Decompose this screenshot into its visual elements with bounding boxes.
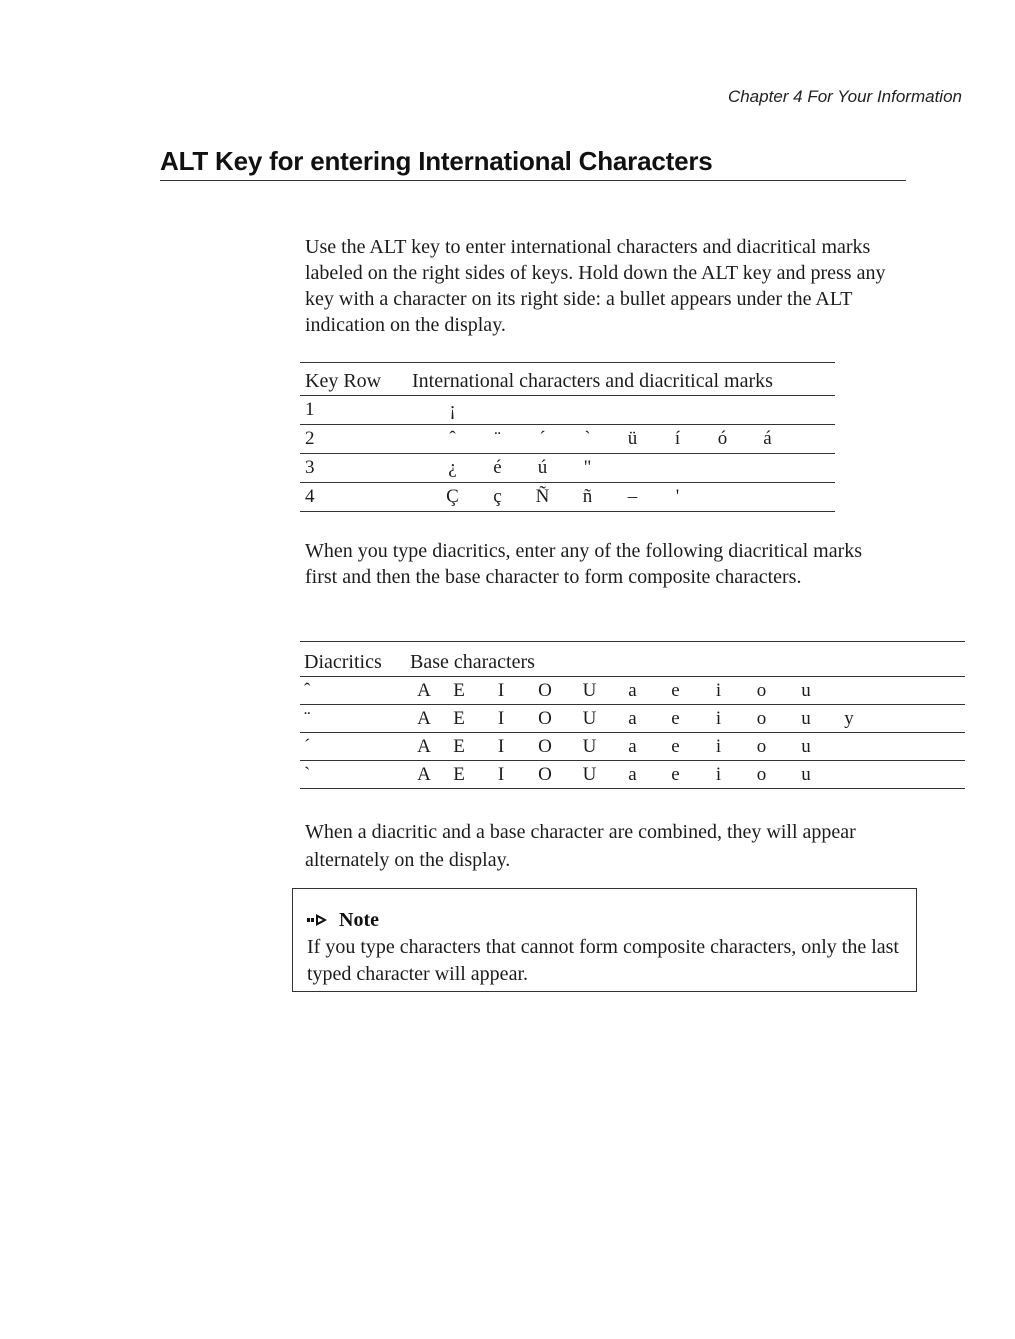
char-cell: Ç [430,483,475,512]
key-row-header: Key Row [300,363,412,396]
table-row [300,761,965,789]
running-head: Chapter 4 For Your Information [727,87,962,106]
base-char-cell: U [568,705,611,733]
char-cell [565,396,610,425]
char-cell [745,454,790,483]
base-char-cell: A [410,733,438,761]
base-char-cell: a [611,705,654,733]
char-cell: ¨ [475,425,520,454]
base-char-cell: A [410,677,438,705]
base-char-cell: e [654,761,697,789]
base-char-cell: E [438,705,480,733]
base-char-cell: O [522,677,568,705]
arrow-right-icon [307,913,329,927]
base-char-cell: i [697,705,740,733]
note-box [292,888,917,992]
diacritic-mark: ¨ [300,705,410,733]
char-cell: ó [700,425,745,454]
diacritic-mark: ` [300,761,410,789]
table-row [300,483,835,512]
char-cell [610,454,655,483]
note-body: If you type characters that cannot form composite characters, only the last typed character will appear. [307,936,899,985]
base-char-cell: o [740,705,783,733]
base-char-cell: I [480,761,522,789]
base-char-cell: a [611,733,654,761]
combined-paragraph: When a diacritic and a base character are combined, they will appear alternately on the display. [305,821,856,871]
alt-table-header-row [300,363,835,396]
base-char-cell: y [829,705,869,733]
table-row [300,454,835,483]
base-char-cell: O [522,733,568,761]
base-char-cell: e [654,677,697,705]
base-char-cell: o [740,733,783,761]
base-char-cell: I [480,705,522,733]
char-cell [745,396,790,425]
char-cell: ç [475,483,520,512]
char-cell: á [745,425,790,454]
char-cell: Ñ [520,483,565,512]
base-char-cell: A [410,761,438,789]
diacritic-mark: ´ [300,733,410,761]
char-cell: ú [520,454,565,483]
table-row [300,733,965,761]
key-row-number: 2 [300,425,412,454]
base-char-cell [829,733,869,761]
intro-paragraph: Use the ALT key to enter international characters and diacritical marks labeled on the right sides of keys. Hold down the ALT key and press any key with a character on its right side: a bullet appears under the ALT indication on the display. [305,236,886,336]
note-title: Note [339,909,379,931]
char-cell: ¿ [430,454,475,483]
table-row [300,396,835,425]
char-cell: í [655,425,700,454]
diacritics-table [300,641,965,789]
char-cell [475,396,520,425]
base-char-cell: u [783,677,829,705]
table-row [300,705,965,733]
base-char-cell: e [654,705,697,733]
base-char-cell: o [740,761,783,789]
base-char-cell [829,677,869,705]
base-char-cell [829,761,869,789]
diacritics-table-header-row [300,642,965,677]
base-characters-header: Base characters [410,642,965,677]
base-char-cell: U [568,761,611,789]
key-row-number: 4 [300,483,412,512]
note-heading [307,908,902,932]
key-row-number: 1 [300,396,412,425]
char-cell [610,396,655,425]
base-char-cell: O [522,705,568,733]
base-char-cell: i [697,733,740,761]
char-cell: ˆ [430,425,475,454]
diacritics-paragraph: When you type diacritics, enter any of the following diacritical marks first and then the base character to form composite characters. [305,540,863,588]
diacritics-header: Diacritics [300,642,410,677]
intl-chars-header: International characters and diacritical marks [412,363,835,396]
base-char-cell: O [522,761,568,789]
char-cell [745,483,790,512]
base-char-cell: u [783,733,829,761]
diacritic-mark: ˆ [300,677,410,705]
base-char-cell: i [697,677,740,705]
base-char-cell: U [568,677,611,705]
char-cell: é [475,454,520,483]
key-row-number: 3 [300,454,412,483]
char-cell [700,483,745,512]
char-cell [655,454,700,483]
char-cell: ´ [520,425,565,454]
char-cell [700,396,745,425]
char-cell: ü [610,425,655,454]
char-cell: ' [655,483,700,512]
char-cell: – [610,483,655,512]
base-char-cell: e [654,733,697,761]
section-title: ALT Key for entering International Characters [160,146,906,181]
char-cell: ¡ [430,396,475,425]
base-char-cell: o [740,677,783,705]
char-cell: " [565,454,610,483]
base-char-cell: E [438,733,480,761]
char-cell: ñ [565,483,610,512]
table-row [300,425,835,454]
base-char-cell: i [697,761,740,789]
base-char-cell: u [783,705,829,733]
char-cell [520,396,565,425]
char-cell [700,454,745,483]
base-char-cell: E [438,761,480,789]
table-row [300,677,965,705]
base-char-cell: U [568,733,611,761]
base-char-cell: I [480,733,522,761]
base-char-cell: E [438,677,480,705]
alt-key-table [300,362,835,512]
base-char-cell: a [611,761,654,789]
base-char-cell: u [783,761,829,789]
base-char-cell: A [410,705,438,733]
base-char-cell: a [611,677,654,705]
char-cell [655,396,700,425]
base-char-cell: I [480,677,522,705]
char-cell: ` [565,425,610,454]
